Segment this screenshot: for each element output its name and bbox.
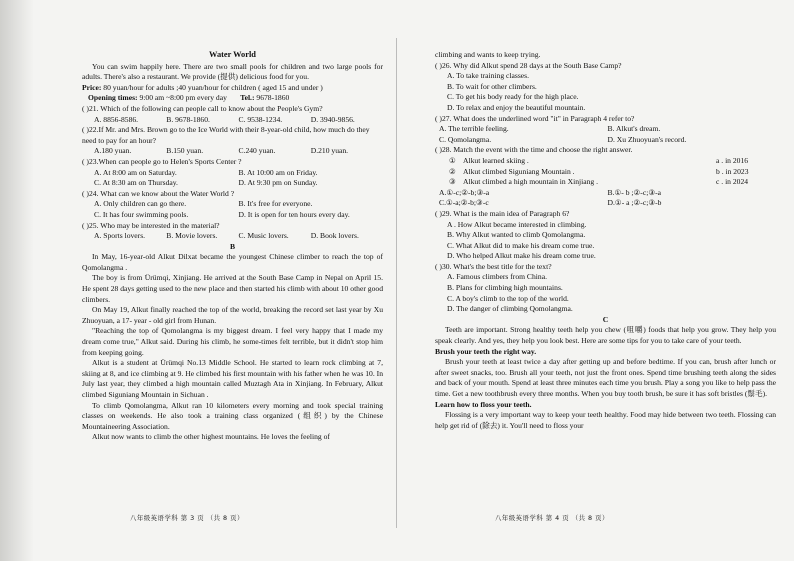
question-29 [435,209,776,262]
option-c: C. At 8:30 am on Thursday. [94,178,178,188]
question-options [435,220,776,262]
option-b: B. Why Alkut wanted to climb Qomolangma. [447,230,586,240]
option-a: A. 8856-8586. [94,114,139,124]
page-3-column [0,50,397,443]
option-d: D. At 9:30 pm on Sunday. [238,178,318,188]
option-a: A. To take training classes. [447,71,529,81]
option-b: B. To wait for other climbers. [447,81,537,91]
question-stem: ( )28. Match the event with the time and choose the right answer. [435,145,633,155]
section-c-heading: C [602,314,609,324]
question-stem: ( )27. What does the underlined word "it" in Paragraph 4 refer to? [435,113,635,123]
option-b: B.①- b ;②-c;③-a [607,187,662,197]
option-b: B. Alkut's dream. [607,124,661,134]
match-event: Alkut climbed a high mountain in Xinjiang . [463,177,598,187]
price-text: 80 yuan/hour for adults ;40 yuan/hour for children ( aged 15 and under ) [103,82,323,92]
option-a: A.180 yuan. [94,146,132,156]
option-d: D.①- a ;②-c;③-b [607,198,662,208]
option-a: A. Only children can go there. [94,199,187,209]
paragraph: "Reaching the top of Qomolangma is my biggest dream. I feel very happy that I made my dream come true," Alkut said. During his climb, he some-times felt terrible, but it didn't stop him from keeping going. [82,326,383,357]
question-27 [435,114,776,146]
question-stem: ( )25. Who may be interested in the material? [82,220,220,230]
paragraph: Alkut is a student at Ürümqi No.13 Middle School. He started to learn rock climbing at 7, skiing at 8, and ice climbing at 9. He climbed his first mountain with his father when he was 10. In July last year, they climbed a high mountain called Muztagh Ata in Xinjiang. In February, Alkut climbed Siguniang Mountain in Sichuan . [82,358,383,399]
match-event: Alkut learned skiing . [463,155,529,165]
opening-label: Opening times: [88,93,138,103]
section-b-heading: B [229,241,236,251]
option-c: C. 9538-1234. [238,114,283,124]
question-options [82,146,383,157]
option-b: B. 9678-1860. [166,114,210,124]
match-row [435,167,776,178]
option-b: B. Plans for climbing high mountains. [447,283,563,293]
passage-b-continuation: climbing and wants to keep trying. [435,50,541,59]
option-b: B. It's free for everyone. [238,199,313,209]
option-c: C. Music lovers. [238,231,289,241]
match-row [435,156,776,167]
paragraph: The boy is from Ürümqi, Xinjiang. He arrived at the South Base Camp in Nepal on April 15. He spent 28 days getting used to the new place and then started his climb with about 10 other good climbers. [82,273,383,304]
passage-a-title: Water World [209,50,256,59]
question-stem: ( )29. What is the main idea of Paragraph 6? [435,208,570,218]
option-b: B. At 10:00 am on Friday. [238,167,318,177]
option-d: D. Book lovers. [310,231,359,241]
match-number: ③ [449,177,456,187]
option-a: A. Famous climbers from China. [447,272,547,282]
option-a: A. Sports lovers. [94,231,146,241]
match-time: c . in 2024 [716,177,749,187]
question-options [435,124,776,145]
option-c: C. What Alkut did to make his dream come true. [447,240,595,250]
floss-paragraph: Flossing is a very important way to keep your teeth healthy. Food may hide between two teeth. Flossing can help get rid of (除去) it. You'll need to floss your [435,410,776,430]
option-d: D.210 yuan. [310,146,349,156]
price-label: Price: [82,82,102,92]
option-d: D. Xu Zhuoyuan's record. [607,134,687,144]
question-options [82,231,383,242]
question-options [435,71,776,113]
question-28 [435,145,776,209]
option-b: B.150 yuan. [166,146,204,156]
paragraph: On May 19, Alkut finally reached the top of the world, breaking the record set last year by Xu Zhuoyuan, a 17- year - old girl from Hunan. [82,305,383,325]
passage-a-intro: You can swim happily here. There are two small pools for children and two large pools for adults. There's also a restaurant. We provide (提供) delicious food for you. [82,61,383,82]
question-options [82,115,383,126]
question-21 [82,104,383,125]
question-options [435,272,776,314]
option-c: C. A boy's climb to the top of the world. [447,293,569,303]
option-d: D. It is open for ten hours every day. [238,209,350,219]
option-d: D. To relax and enjoy the beautiful mountain. [447,102,586,112]
match-time: b . in 2023 [716,166,749,176]
option-a: A. At 8:00 am on Saturday. [94,167,177,177]
question-23 [82,157,383,189]
brush-paragraph: Brush your teeth at least twice a day after getting up and before bedtime. If you can, brush after lunch or after sweet snacks, too. Brush all your teeth, not just the front ones. Spend time brushing teeth along the sides and back of your mouth. Spend at least three minutes each time you brush. Play a song you like to help pass the time. Get a new toothbrush every three months. When you buy tooth brush, be sure it has soft bristles (鬃毛). [435,357,776,398]
question-options [82,168,383,189]
option-a: A. The terrible feeling. [439,124,509,134]
question-25 [82,221,383,242]
page-4 [397,0,794,561]
paragraph: To climb Qomolangma, Alkut ran 10 kilometers every morning and took special training classes on weekends. He also took a training class organized (组织) by the Chinese Mountaineering Association. [82,400,383,431]
option-c: C.240 yuan. [238,146,276,156]
tel-text: 9678-1860 [256,93,290,103]
option-b: B. Movie lovers. [166,231,218,241]
match-number: ① [449,155,456,165]
opening-text: 9:00 am ~8:00 pm every day [139,93,227,103]
question-stem: ( )30. What's the best title for the text? [435,261,552,271]
page-3-footer: 八年级英语学科 第 3 页 （共 8 页） [130,514,244,522]
question-24 [82,189,383,221]
page-4-column [397,50,794,431]
option-c: C. Qomolangma. [439,134,492,144]
price-line [82,83,383,94]
option-a: A . How Alkut became interested in climbing. [447,219,587,229]
question-stem: ( )21. Which of the following can people call to know about the People's Gym? [82,103,323,113]
question-stem: ( )24. What can we know about the Water World ? [82,188,235,198]
opening-line [82,93,383,104]
option-d: D. 3940-9856. [310,114,355,124]
option-c: C. It has four swimming pools. [94,209,189,219]
option-a: A.①-c;②-b;③-a [439,187,490,197]
match-number: ② [449,166,456,176]
tel-label: Tel.: [240,93,255,103]
paragraph: Alkut now wants to climb the other highest mountains. He loves the feeling of [92,432,330,442]
question-options [82,199,383,220]
match-row [435,177,776,188]
question-stem: ( )22.If Mr. and Mrs. Brown go to the Ice World with their 8-year-old child, how much do they need to pay for an hour? [82,125,370,145]
page-4-footer: 八年级英语学科 第 4 页 （共 8 页） [495,514,609,522]
option-d: D. Who helped Alkut make his dream come true. [447,251,596,261]
question-stem: ( )26. Why did Alkut spend 28 days at the South Base Camp? [435,60,622,70]
question-26 [435,61,776,114]
paragraph: In May, 16-year-old Alkut Dilxat became the youngest Chinese climber to reach the top of Qomolangma . [82,252,383,272]
match-event: Alkut climbed Siguniang Mountain . [463,166,575,176]
match-time: a . in 2016 [716,155,749,165]
question-22 [82,125,383,157]
brush-heading: Brush your teeth the right way. [435,346,537,356]
floss-heading: Learn how to floss your teeth. [435,399,532,409]
passage-c-intro: Teeth are important. Strong healthy teeth help you chew (咀嚼) foods that help you grow. They help you speak clearly. And yes, they help you look best. Here are some tips for you to take care of your teeth. [435,325,776,346]
question-30 [435,262,776,315]
option-d: D. The danger of climbing Qomolangma. [447,304,573,314]
question-options [435,188,776,209]
question-stem: ( )23.When can people go to Helen's Sports Center ? [82,156,242,166]
option-c: C.①-a;②-b;③-c [439,198,489,208]
passage-b [82,252,383,443]
option-c: C. To get his body ready for the high place. [447,92,579,102]
